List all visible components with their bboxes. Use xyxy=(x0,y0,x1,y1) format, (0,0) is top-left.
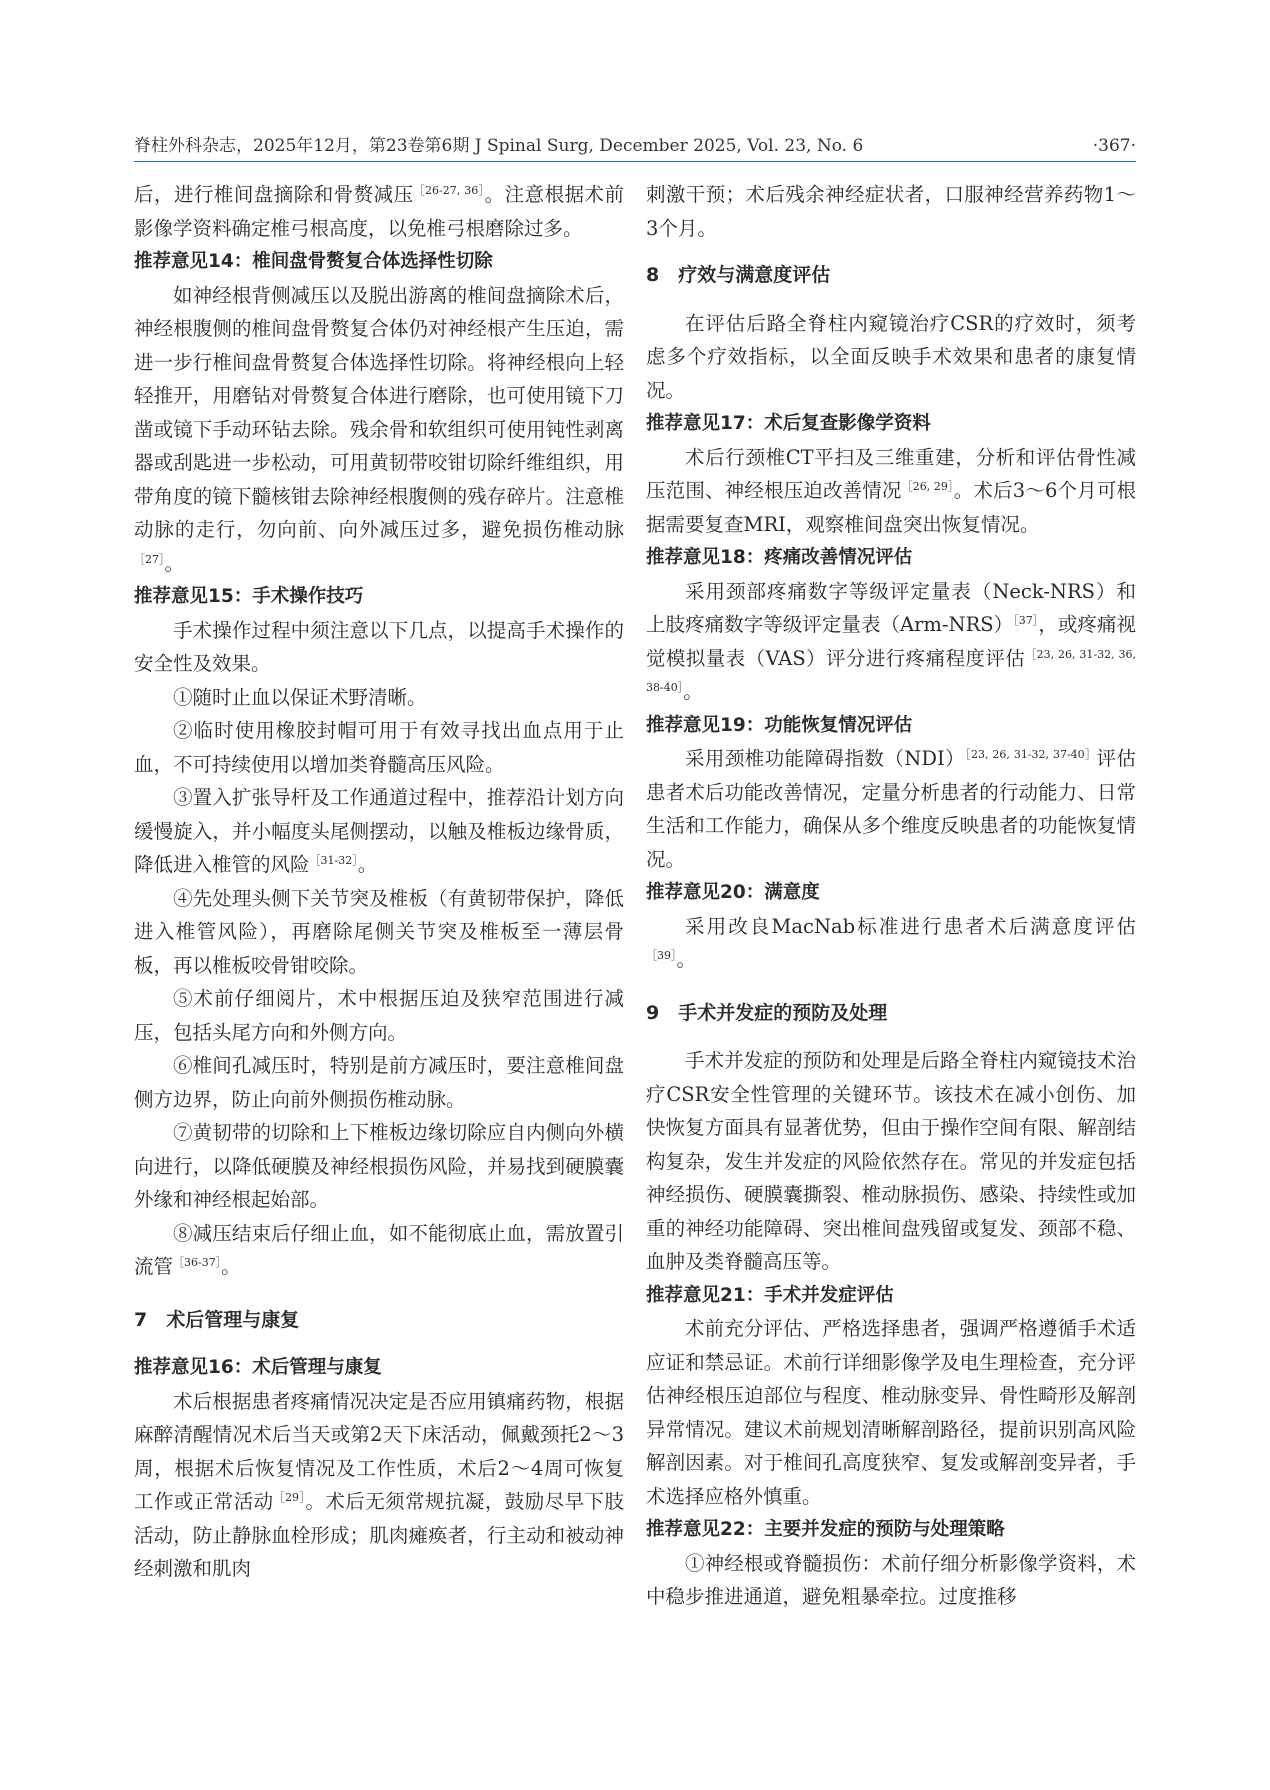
section-7-heading: 7 术后管理与康复 xyxy=(134,1308,300,1331)
running-header xyxy=(134,131,1136,162)
recommendation-19-heading: 推荐意见19：功能恢复情况评估 xyxy=(646,714,913,736)
recommendation-15-heading: 推荐意见15：手术操作技巧 xyxy=(134,586,364,607)
paragraph: 采用改良MacNab标准进行患者术后满意度评估$^{[39]}$。 xyxy=(646,914,1136,971)
list-item: ④先处理头侧下关节突及椎板（有黄韧带保护，降低进入椎管风险），再磨除尾侧关节突及椎板至一薄层骨板，再以椎板咬骨钳咬除。 xyxy=(134,886,624,977)
citation: ［26, 29］ xyxy=(901,480,954,493)
paragraph: 采用颈椎功能障碍指数（NDI）$^{[23, 26, 31-32, 37-40]}$评估患者术后功能改善情况，定量分析患者的行动能力、日常生活和工作能力，确保从多个维度反映患者的功能恢复情况。 xyxy=(646,747,1136,871)
list-item: ⑦黄韧带的切除和上下椎板边缘切除应自内侧向外横向进行，以降低硬膜及神经根损伤风险，并易找到硬膜囊外缘和神经根起始部。 xyxy=(134,1121,624,1211)
citation: ［39］ xyxy=(646,949,677,962)
paragraph: 手术并发症的预防和处理是后路全脊柱内窥镜技术治疗CSR安全性管理的关键环节。该技术在减小创伤、加快恢复方面具有显著优势，但由于操作空间有限、解剖结构复杂，发生并发症的风险依然存在。常见的并发症包括神经损伤、硬膜囊撕裂、椎动脉损伤、感染、持续性或加重的神经功能障碍、突出椎间盘残留或复发、颈部不稳、血肿及类脊髓高压等。 xyxy=(646,1049,1136,1273)
list-item: ①随时止血以保证术野清晰。 xyxy=(173,685,427,709)
recommendation-22-heading: 推荐意见22：主要并发症的预防与处理策略 xyxy=(646,1519,1005,1540)
citation: ［36-37］ xyxy=(173,1256,222,1269)
paragraph: 刺激干预；术后残余神经症状者，口服神经营养药物1～3个月。 xyxy=(646,183,1136,240)
list-item: ⑧减压结束后仔细止血，如不能彻底止血，需放置引流管$^{[36-37]}$。 xyxy=(134,1221,624,1278)
paragraph: 术后行颈椎CT平扫及三维重建，分析和评估骨性减压范围、神经根压迫改善情况$^{[26, 29]}$。术后3～6个月可根据需要复查MRI，观察椎间盘突出恢复情况。 xyxy=(646,445,1136,536)
citation: ［27］ xyxy=(134,552,165,566)
left-column xyxy=(134,178,624,1586)
paragraph: 术后根据患者疼痛情况决定是否应用镇痛药物，根据麻醉清醒情况术后当天或第2天下床活动，佩戴颈托2～3周，根据术后恢复情况及工作性质，术后2～4周可恢复工作或正常活动$^{[29]}$。术后无须常规抗凝，鼓励尽早下肢活动，防止静脉血栓形成；肌肉瘫痪者，行主动和被动神经刺激和肌肉 xyxy=(134,1389,624,1580)
page-number: ·367· xyxy=(1092,136,1136,156)
recommendation-16-heading: 推荐意见16：术后管理与康复 xyxy=(134,1357,382,1378)
section-8-heading: 8 疗效与满意度评估 xyxy=(646,264,831,286)
citation: ［29］ xyxy=(273,1491,306,1504)
paragraph: 在评估后路全脊柱内窥镜治疗CSR的疗效时，须考虑多个疗效指标，以全面反映手术效果和患者的康复情况。 xyxy=(646,311,1136,402)
citation: ［31-32］ xyxy=(309,854,358,867)
citation: ［23, 26, 31-32, 37-40］ xyxy=(965,748,1097,761)
list-item: ⑤术前仔细阅片，术中根据压迫及狭窄范围进行减压，包括头尾方向和外侧方向。 xyxy=(134,987,624,1044)
recommendation-17-heading: 推荐意见17：术后复查影像学资料 xyxy=(646,413,931,434)
citation: ［23, 26, 31-32, 36, 38-40］ xyxy=(646,647,1136,694)
paragraph: 手术操作过程中须注意以下几点，以提高手术操作的安全性及效果。 xyxy=(134,618,624,675)
recommendation-18-heading: 推荐意见18：疼痛改善情况评估 xyxy=(646,547,913,568)
journal-citation: 脊柱外科杂志，2025年12月，第23卷第6期 J Spinal Surg, December 2025, Vol. 23, No. 6 xyxy=(134,136,864,156)
recommendation-20-heading: 推荐意见20：满意度 xyxy=(646,882,820,903)
citation: ［26-27, 36］ xyxy=(413,184,485,197)
list-item: ③置入扩张导杆及工作通道过程中，推荐沿计划方向缓慢旋入，并小幅度头尾侧摆动，以触及椎板边缘骨质，降低进入椎管的风险$^{[31-32]}$。 xyxy=(134,786,624,876)
paragraph: 术前充分评估、严格选择患者，强调严格遵循手术适应证和禁忌证。术前行详细影像学及电生理检查，充分评估神经根压迫部位与程度、椎动脉变异、骨性畸形及解剖异常情况。建议术前规划清晰解剖路径，提前识别高风险解剖因素。对于椎间孔高度狭窄、复发或解剖变异者，手术选择应格外慎重。 xyxy=(646,1317,1136,1508)
list-item: ⑥椎间孔减压时，特别是前方减压时，要注意椎间盘侧方边界，防止向前外侧损伤椎动脉。 xyxy=(134,1054,624,1111)
recommendation-14-heading: 推荐意见14：椎间盘骨赘复合体选择性切除 xyxy=(134,251,493,272)
paragraph: 采用颈部疼痛数字等级评定量表（Neck-NRS）和上肢疼痛数字等级评定量表$(Arm-NRS)^{[37]}$，或疼痛视觉模拟量表（VAS）评分进行疼痛程度评估$^{[23, 26, 31-32, 36, 38-40]}$。 xyxy=(646,579,1136,703)
paragraph: 后，进行椎间盘摘除和骨赘减压$^{[26-27, 36]}$。注意根据术前影像学资料确定椎弓根高度，以免椎弓根磨除过多。 xyxy=(134,183,624,240)
recommendation-21-heading: 推荐意见21：手术并发症评估 xyxy=(646,1284,894,1306)
right-column xyxy=(646,178,1136,1614)
paragraph: ①神经根或脊髓损伤：术前仔细分析影像学资料，术中稳步推进通道，避免粗暴牵拉。过度推移 xyxy=(646,1551,1136,1608)
list-item: ②临时使用橡胶封帽可用于有效寻找出血点用于止血，不可持续使用以增加类脊髓高压风险。 xyxy=(134,719,624,776)
section-9-heading: 9 手术并发症的预防及处理 xyxy=(646,1001,888,1024)
paragraph: 如神经根背侧减压以及脱出游离的椎间盘摘除术后，神经根腹侧的椎间盘骨赘复合体仍对神经根产生压迫，需进一步行椎间盘骨赘复合体选择性切除。将神经根向上轻轻推开，用磨钻对骨赘复合体进行磨除，也可使用镜下刀凿或镜下手动环钻去除。残余骨和软组织可使用钝性剥离器或刮匙进一步松动，可用黄韧带咬钳切除纤维组织，用带角度的镜下髓核钳去除神经根腹侧的残存碎片。注意椎动脉的走行，勿向前、向外减压过多，避免损伤椎动脉$^{[27]}$。 xyxy=(134,283,624,575)
citation: ［37］ xyxy=(1013,614,1039,627)
